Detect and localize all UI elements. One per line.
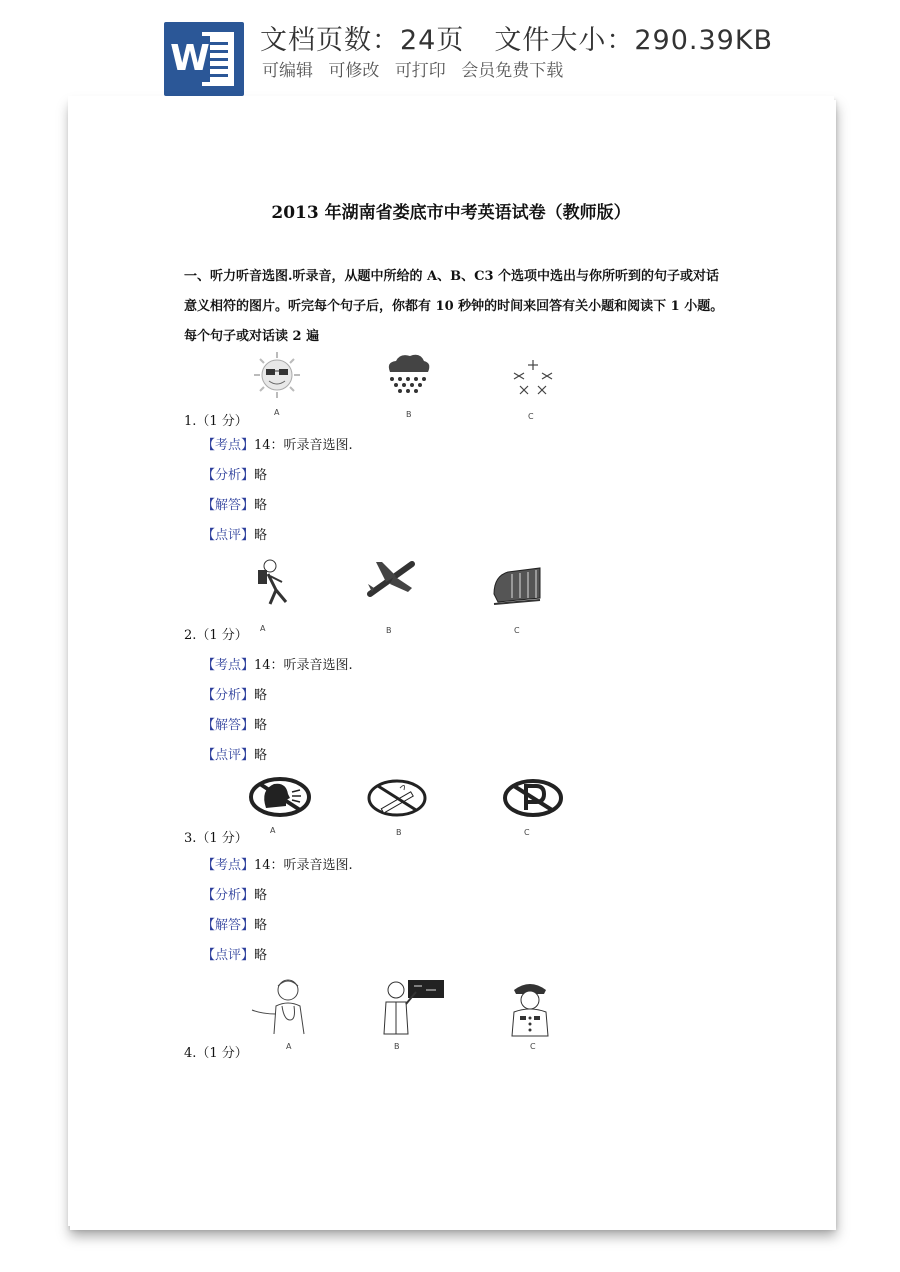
sun-with-sunglasses-icon	[248, 350, 306, 400]
option-letter: A	[274, 408, 280, 417]
document-page	[68, 96, 834, 1226]
question-2-label: 2.（1 分）	[184, 628, 248, 643]
question-3-label: 3.（1 分）	[184, 831, 248, 846]
option-letter: C	[514, 626, 520, 635]
question-4-label: 4.（1 分）	[184, 1046, 248, 1061]
no-talking-sign-icon	[248, 776, 312, 818]
option-letter: C	[524, 828, 530, 837]
airplane-icon	[364, 554, 420, 604]
option-letter: A	[286, 1042, 292, 1051]
no-smoking-sign-icon	[366, 778, 428, 818]
train-icon	[492, 564, 542, 606]
feature-member-download: 会员免费下载	[461, 61, 564, 81]
question-3-analysis: 【分析】略	[202, 888, 268, 903]
option-letter: C	[530, 1042, 536, 1051]
question-1-label: 1.（1 分）	[184, 414, 248, 429]
question-1-comment: 【点评】略	[202, 528, 268, 543]
question-3-answer: 【解答】略	[202, 918, 268, 933]
no-parking-sign-icon	[502, 778, 564, 818]
policeman-icon	[502, 978, 558, 1038]
download-header	[0, 0, 900, 100]
option-letter: C	[528, 412, 534, 421]
question-1-answer: 【解答】略	[202, 498, 268, 513]
question-3-knowledge-point: 【考点】14：听录音选图.	[202, 858, 353, 873]
section-intro: 一、听力听音选图.听录音，从题中所给的 A、B、C3 个选项中选出与你所听到的句子或对话意义相符的图片。听完每个句子后，你都有 10 秒钟的时间来回答有关小题和阅读下 1 小题。每个句子或对话读 2 遍	[184, 269, 724, 344]
question-2-answer: 【解答】略	[202, 718, 268, 733]
option-letter: B	[394, 1042, 400, 1051]
question-2-knowledge-point: 【考点】14：听录音选图.	[202, 658, 353, 673]
option-letter: A	[270, 826, 276, 835]
question-1-knowledge-point: 【考点】14：听录音选图.	[202, 438, 353, 453]
file-info	[260, 18, 773, 57]
snowflakes-icon	[508, 358, 558, 398]
file-size: 文件大小：290.39KB	[494, 25, 774, 56]
feature-editable: 可编辑	[262, 61, 313, 81]
question-2-comment: 【点评】略	[202, 748, 268, 763]
option-letter: B	[396, 828, 402, 837]
option-letter: B	[406, 410, 412, 419]
word-document-icon: W	[164, 22, 244, 96]
question-1-analysis: 【分析】略	[202, 468, 268, 483]
feature-modifiable: 可修改	[328, 61, 380, 81]
document-title: 2013 年湖南省娄底市中考英语试卷（教师版）	[271, 203, 631, 223]
feature-list	[262, 56, 573, 81]
option-letter: B	[386, 626, 392, 635]
question-3-comment: 【点评】略	[202, 948, 268, 963]
doctor-icon	[248, 976, 318, 1036]
page-count: 文档页数：24页	[260, 25, 465, 56]
rain-cloud-icon	[382, 352, 434, 396]
feature-printable: 可打印	[394, 61, 446, 81]
teacher-icon	[376, 978, 446, 1036]
question-2-analysis: 【分析】略	[202, 688, 268, 703]
option-letter: A	[260, 624, 266, 633]
walking-person-icon	[246, 556, 298, 610]
